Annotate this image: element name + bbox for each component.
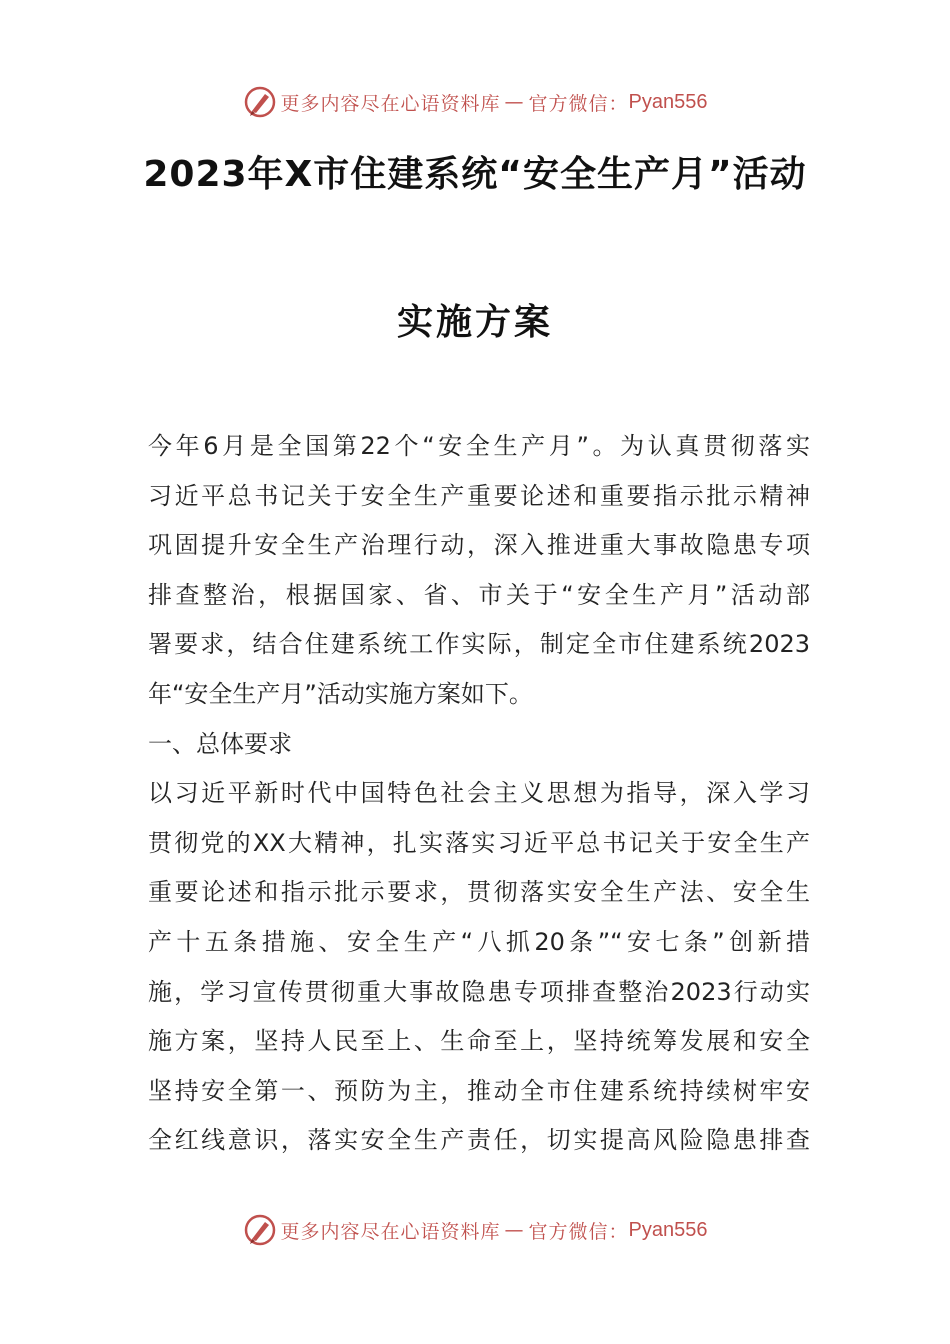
body-line: 巩固提升安全生产治理行动，深入推进重大事故隐患专项 xyxy=(148,531,810,560)
pen-logo-icon xyxy=(243,1213,277,1247)
body-line: 全红线意识，落实安全生产责任，切实提高风险隐患排查 xyxy=(148,1126,810,1155)
body-line: 署要求，结合住建系统工作实际，制定全市住建系统2023 xyxy=(148,630,810,659)
watermark-text: 更多内容尽在心语资料库 xyxy=(280,1220,501,1243)
document-body xyxy=(148,422,810,1166)
watermark-footer xyxy=(0,1210,950,1250)
body-line: 以习近平新时代中国特色社会主义思想为指导，深入学习 xyxy=(148,779,810,808)
body-line: 重要论述和指示批示要求，贯彻落实安全生产法、安全生 xyxy=(148,878,810,907)
body-line: 排查整治，根据国家、省、市关于“安全生产月”活动部 xyxy=(148,580,810,609)
body-line: 坚持安全第一、预防为主，推动全市住建系统持续树牢安 xyxy=(148,1076,810,1105)
pen-logo-icon xyxy=(243,85,277,119)
document-title-line-2: 实施方案 xyxy=(396,302,553,343)
watermark-contact-id: Pyan556 xyxy=(628,1218,708,1241)
body-line: 施方案，坚持人民至上、生命至上，坚持统筹发展和安全 xyxy=(148,1027,810,1056)
watermark-contact-id: Pyan556 xyxy=(628,90,708,113)
section-heading: 一、总体要求 xyxy=(148,729,292,758)
watermark-contact-label: 官方微信： xyxy=(528,1220,629,1243)
watermark-separator: — xyxy=(504,1219,525,1241)
body-line: 施，学习宣传贯彻重大事故隐患专项排查整治2023行动实 xyxy=(148,977,810,1006)
body-line: 今年6月是全国第22个“安全生产月”。为认真贯彻落实 xyxy=(148,432,810,460)
watermark-contact-label: 官方微信： xyxy=(528,92,629,115)
body-line: 年“安全生产月”活动实施方案如下。 xyxy=(148,679,533,708)
body-line: 贯彻党的XX大精神，扎实落实习近平总书记关于安全生产 xyxy=(148,828,810,857)
watermark-separator: — xyxy=(504,91,525,113)
body-line: 习近平总书记关于安全生产重要论述和重要指示批示精神 xyxy=(148,481,810,510)
watermark-header xyxy=(0,82,950,122)
document-title-line-1: 2023年X市住建系统“安全生产月”活动 xyxy=(143,154,807,195)
body-line: 产十五条措施、安全生产“八抓20条”“安七条”创新措 xyxy=(148,927,810,956)
watermark-text: 更多内容尽在心语资料库 xyxy=(280,92,501,115)
